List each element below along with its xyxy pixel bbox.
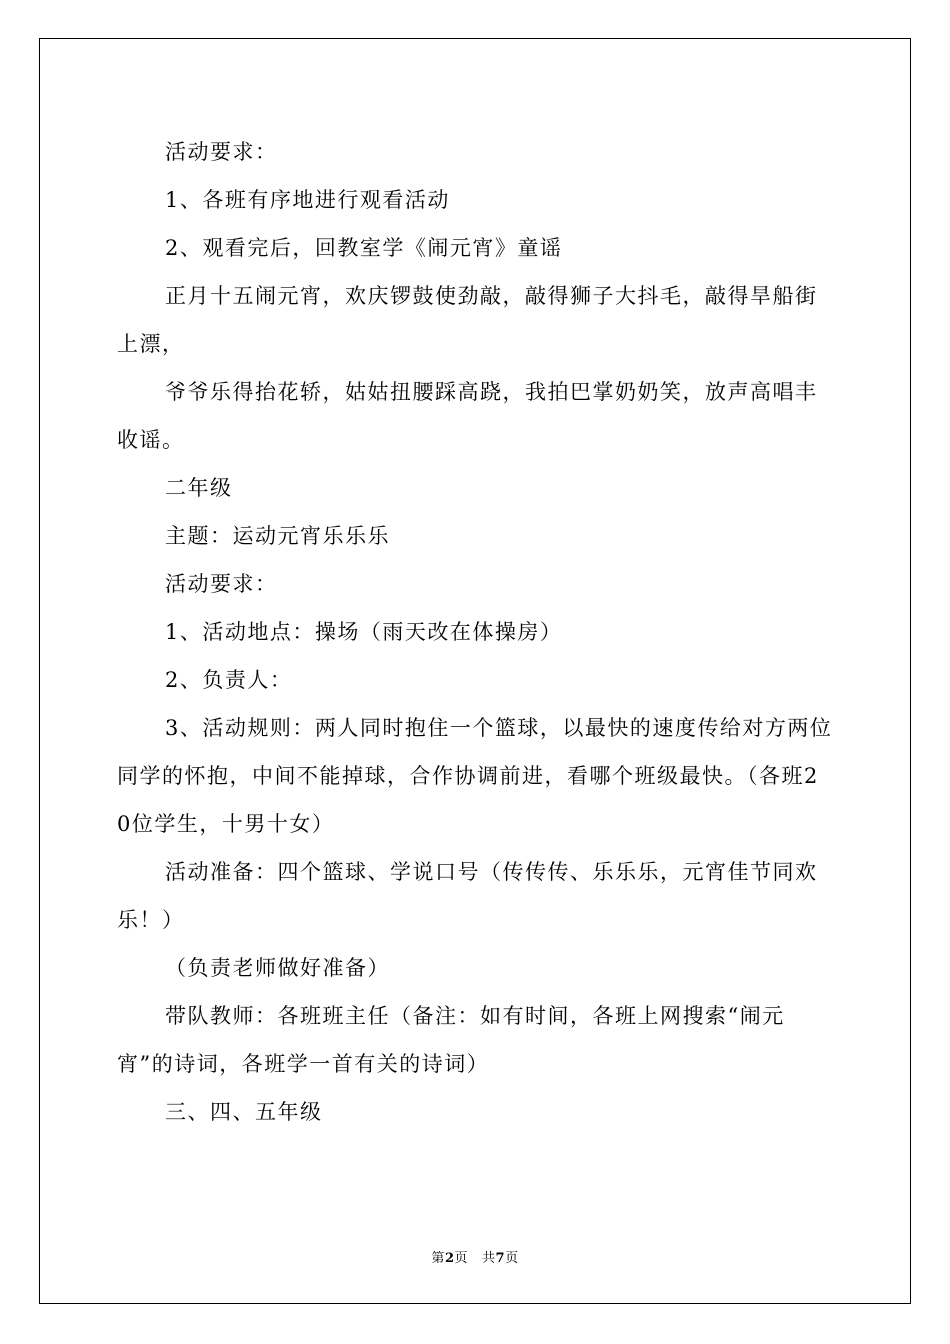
footer-page-suffix: 页 [454, 1251, 468, 1266]
footer-page-number: 2 [444, 1251, 455, 1266]
footer-page-prefix: 第 [431, 1251, 445, 1266]
paragraph-item-rules: 3、活动规则：两人同时抱住一个篮球，以最快的速度传给对方两位同学的怀抱，中间不能掉球，合作协调前进，看哪个班级最快。（各班20位学生，十男十女） [117, 716, 833, 836]
page-footer [0, 1247, 950, 1266]
paragraph-rhyme-line-2: 爷爷乐得抬花轿，姑姑扭腰踩高跷，我拍巴掌奶奶笑，放声高唱丰收谣。 [117, 380, 818, 452]
footer-total-prefix: 共 [482, 1251, 496, 1266]
footer-total-suffix: 页 [505, 1251, 519, 1266]
paragraph-teacher-preparation: （负责老师做好准备） [165, 956, 390, 980]
document-body [117, 128, 833, 1136]
paragraph-grades-three-to-five: 三、四、五年级 [165, 1100, 323, 1124]
paragraph-item-person-in-charge: 2、负责人： [165, 668, 293, 692]
paragraph-requirements-2: 活动要求： [165, 572, 278, 596]
paragraph-theme: 主题：运动元宵乐乐乐 [165, 524, 390, 548]
paragraph-item-nursery-rhyme: 2、观看完后，回教室学《闹元宵》童谣 [165, 236, 563, 260]
paragraph-rhyme-line-1: 正月十五闹元宵，欢庆锣鼓使劲敲，敲得狮子大抖毛，敲得旱船街上漂， [117, 284, 818, 356]
paragraph-requirements-1: 活动要求： [165, 140, 278, 164]
paragraph-preparation: 活动准备：四个篮球、学说口号（传传传、乐乐乐，元宵佳节同欢乐！） [117, 860, 818, 932]
paragraph-grade-two: 二年级 [165, 476, 233, 500]
paragraph-item-location: 1、活动地点：操场（雨天改在体操房） [165, 620, 563, 644]
paragraph-item-watch: 1、各班有序地进行观看活动 [165, 188, 450, 212]
paragraph-leading-teacher: 带队教师：各班班主任（备注：如有时间，各班上网搜索“闹元宵”的诗词，各班学一首有关的诗词） [117, 1004, 785, 1076]
footer-total-pages: 7 [495, 1251, 506, 1266]
